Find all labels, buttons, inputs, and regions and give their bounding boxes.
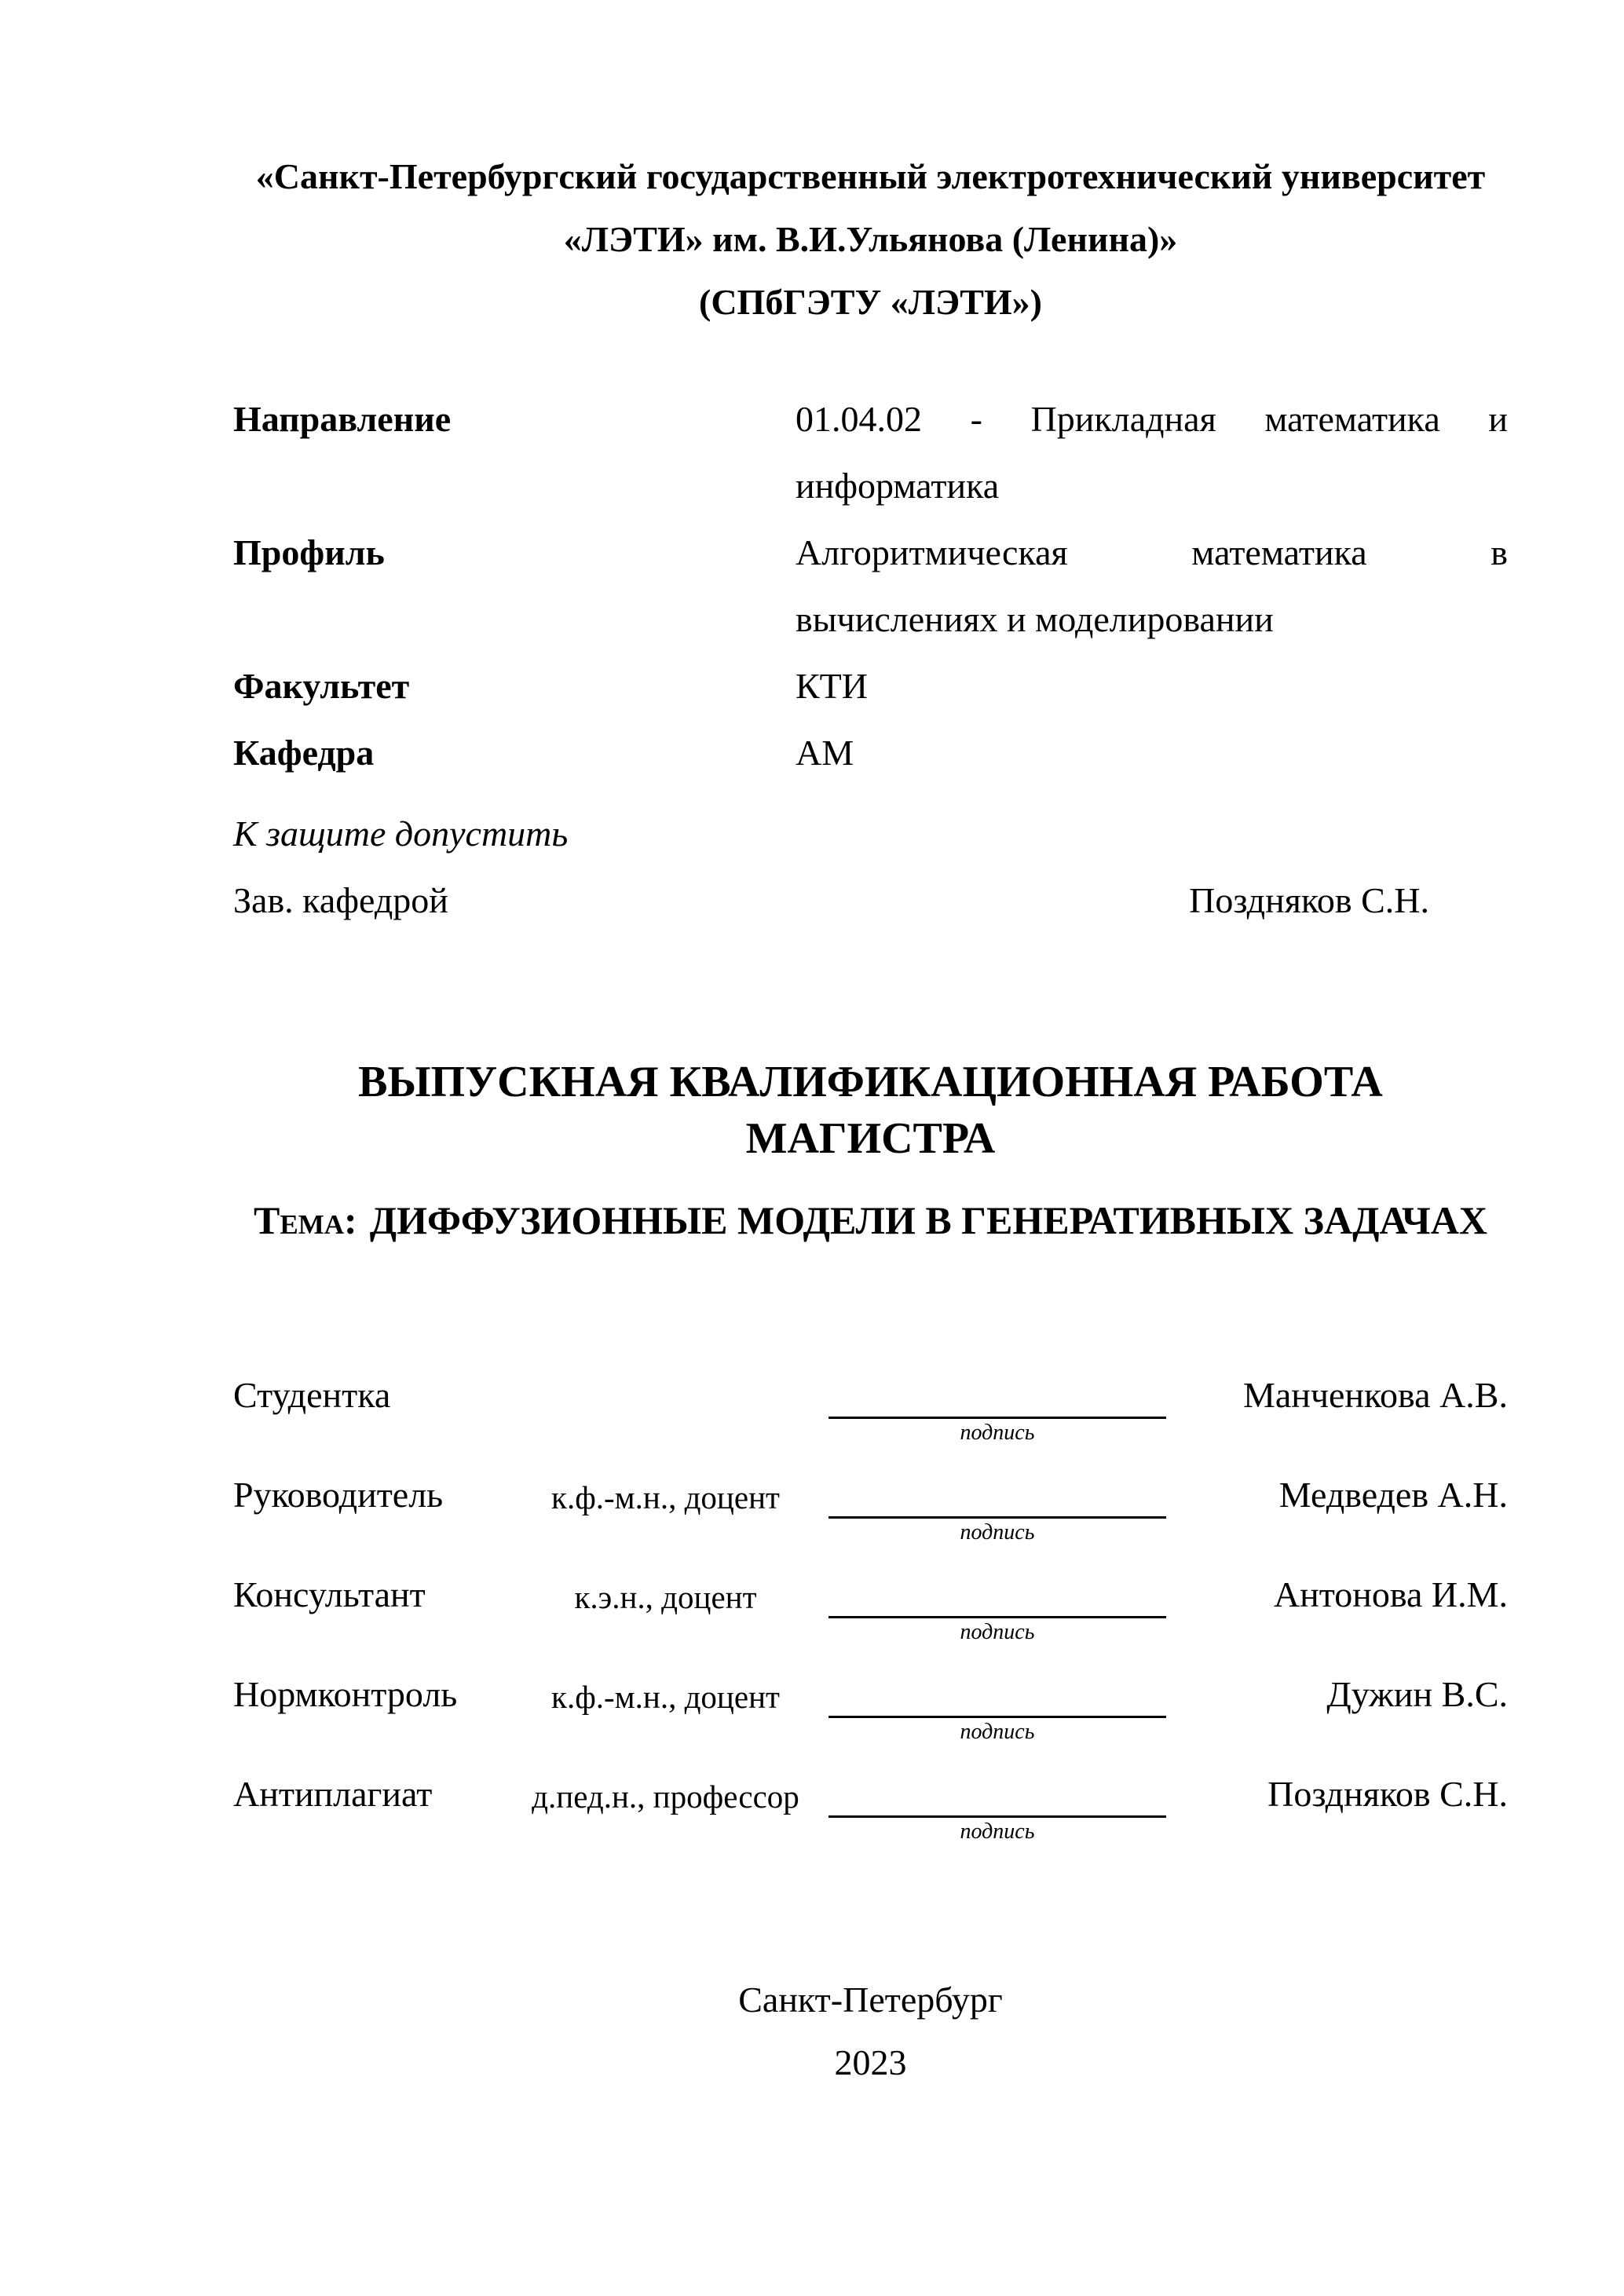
university-abbreviation: (СПбГЭТУ «ЛЭТИ»)	[699, 282, 1042, 322]
theme-label: Тема:	[254, 1198, 357, 1242]
supervisor-name: Медведев А.Н.	[1278, 1475, 1508, 1515]
supervisor-role: Руководитель	[233, 1475, 444, 1515]
thesis-title-line2: МАГИСТРА	[745, 1114, 996, 1163]
admission-note: К защите допустить	[233, 813, 569, 854]
antiplagiarism-signature-field	[828, 1773, 1166, 1844]
footer-year: 2023	[834, 2042, 907, 2082]
thesis-theme-line	[233, 1195, 1508, 1245]
direction-label: Направление	[233, 399, 452, 439]
signature-caption: подпись	[960, 1819, 1035, 1844]
consultant-signature-field	[828, 1574, 1166, 1645]
normcontrol-name: Дужин В.С.	[1326, 1674, 1508, 1714]
supervisor-degree: к.ф.-м.н., доцент	[551, 1479, 780, 1515]
antiplagiarism-degree: д.пед.н., профессор	[532, 1779, 799, 1815]
consultant-role: Консультант	[233, 1574, 426, 1614]
university-name-line1: «Санкт-Петербургский государственный электротехнический университет	[255, 156, 1486, 196]
signature-row-supervisor	[233, 1474, 1508, 1543]
consultant-name: Антонова И.М.	[1273, 1574, 1508, 1614]
profile-value-line2: вычислениях и моделировании	[796, 599, 1274, 639]
signature-row-consultant	[233, 1574, 1508, 1643]
direction-value-line1: 01.04.02 - Прикладная математика и	[796, 399, 1508, 439]
student-signature-field	[828, 1374, 1166, 1446]
supervisor-signature-field	[828, 1474, 1166, 1545]
signature-line	[828, 1374, 1166, 1419]
profile-label: Профиль	[233, 532, 385, 572]
info-row-faculty	[233, 653, 1508, 719]
department-label: Кафедра	[233, 733, 375, 773]
signature-caption: подпись	[960, 1420, 1035, 1445]
antiplagiarism-role: Антиплагиат	[233, 1774, 433, 1814]
program-info	[233, 386, 1508, 786]
consultant-degree: к.э.н., доцент	[574, 1579, 757, 1615]
direction-value	[796, 386, 1508, 519]
normcontrol-degree: к.ф.-м.н., доцент	[551, 1679, 780, 1715]
signature-row-normcontrol	[233, 1673, 1508, 1742]
student-name: Манченкова А.В.	[1242, 1375, 1508, 1415]
profile-value-line1: Алгоритмическая математика в	[796, 532, 1508, 572]
normcontrol-role: Нормконтроль	[233, 1674, 458, 1714]
signature-caption: подпись	[960, 1620, 1035, 1644]
footer-city: Санкт-Петербург	[738, 1980, 1003, 2020]
profile-value	[796, 519, 1508, 653]
department-head-name: Поздняков С.Н.	[1189, 880, 1429, 920]
info-row-department	[233, 719, 1508, 786]
signatures-section	[233, 1374, 1508, 1842]
info-row-profile	[233, 519, 1508, 653]
faculty-label: Факультет	[233, 666, 410, 706]
student-degree	[518, 1374, 813, 1379]
signature-caption: подпись	[960, 1520, 1035, 1545]
signature-row-student	[233, 1374, 1508, 1443]
page-footer	[233, 1969, 1508, 2094]
signature-caption: подпись	[960, 1720, 1035, 1744]
signature-line	[828, 1673, 1166, 1718]
faculty-value: КТИ	[796, 666, 868, 706]
signature-line	[828, 1474, 1166, 1519]
antiplagiarism-name: Поздняков С.Н.	[1267, 1774, 1508, 1814]
department-head-label: Зав. кафедрой	[233, 880, 448, 920]
department-value: АМ	[796, 733, 854, 773]
university-header	[233, 145, 1508, 334]
info-row-direction	[233, 386, 1508, 519]
direction-value-line2: информатика	[796, 466, 1000, 506]
student-role: Студентка	[233, 1375, 391, 1415]
thesis-title-line1: ВЫПУСКНАЯ КВАЛИФИКАЦИОННАЯ РАБОТА	[358, 1058, 1383, 1106]
department-head-row	[233, 867, 1508, 934]
signature-line	[828, 1574, 1166, 1618]
signature-row-antiplagiarism	[233, 1773, 1508, 1842]
theme-text: ДИФФУЗИОННЫЕ МОДЕЛИ В ГЕНЕРАТИВНЫХ ЗАДАЧАХ	[369, 1198, 1487, 1242]
signature-line	[828, 1773, 1166, 1818]
normcontrol-signature-field	[828, 1673, 1166, 1745]
thesis-title	[233, 1054, 1508, 1167]
university-name-line2: «ЛЭТИ» им. В.И.Ульянова (Ленина)»	[563, 219, 1178, 259]
